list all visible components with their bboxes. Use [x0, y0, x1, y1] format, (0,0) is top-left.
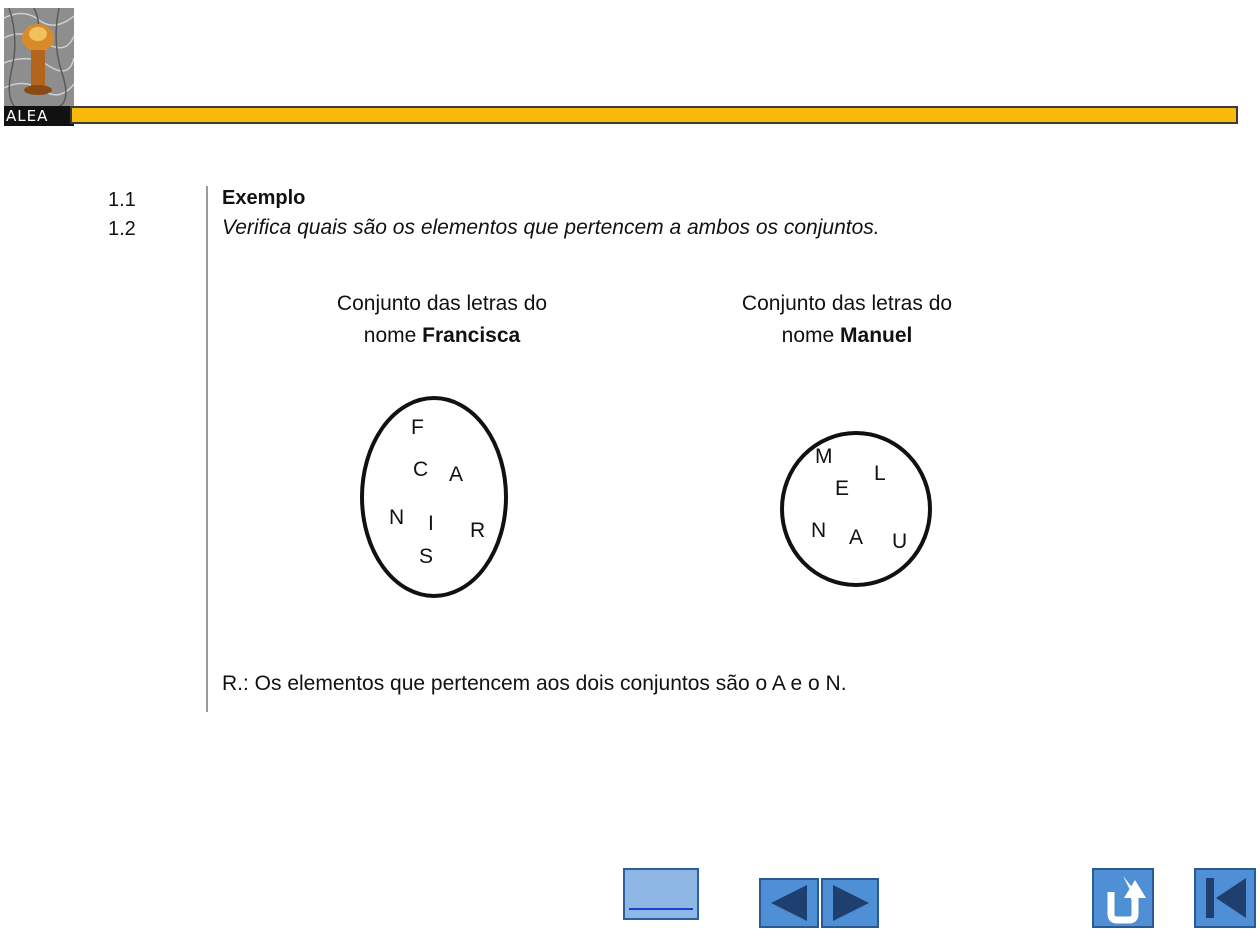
set-b-ellipse	[782, 433, 930, 585]
set-a-name: Francisca	[422, 324, 521, 347]
section-heading: Exemplo	[222, 187, 306, 209]
skip-to-start-icon	[1196, 870, 1254, 926]
set-b-letter: N	[811, 519, 827, 542]
return-arrow-icon	[1094, 870, 1152, 926]
set-a-title-line2: nome Francisca	[363, 324, 521, 347]
blank-link-button[interactable]	[623, 868, 699, 920]
set-b-title-line2: nome Manuel	[781, 324, 913, 347]
set-a-letter: S	[419, 545, 434, 568]
set-b-letter: L	[874, 462, 886, 485]
set-a-title-line1: Conjunto das letras do	[336, 292, 548, 315]
set-a-letter: R	[470, 519, 486, 542]
set-b-letter: U	[892, 530, 908, 553]
set-b-title-line1: Conjunto das letras do	[741, 292, 953, 315]
previous-button[interactable]	[759, 878, 819, 928]
set-a-ellipse	[362, 398, 506, 596]
next-button[interactable]	[821, 878, 879, 928]
set-b-letter: A	[849, 526, 864, 549]
triangle-right-icon	[823, 880, 877, 926]
set-a-letter: N	[389, 506, 405, 529]
item-number: 1.2	[108, 218, 136, 240]
set-a-letter: F	[411, 416, 424, 439]
return-button[interactable]	[1092, 868, 1154, 928]
set-a-letter: A	[449, 463, 464, 486]
item-number: 1.1	[108, 189, 136, 211]
set-a-letter: I	[428, 512, 434, 535]
triangle-left-icon	[761, 880, 817, 926]
instruction-text: Verifica quais são os elementos que pertencem a ambos os conjuntos.	[222, 216, 880, 239]
set-b-letter: E	[835, 477, 850, 500]
set-a-letter: C	[413, 458, 429, 481]
first-page-button[interactable]	[1194, 868, 1256, 928]
set-b-letter: M	[815, 445, 833, 468]
answer-text: R.: Os elementos que pertencem aos dois conjuntos são o A e o N.	[222, 672, 847, 695]
logo-text: ALEA	[4, 106, 74, 126]
set-b-name: Manuel	[840, 324, 913, 347]
blank-link-icon	[629, 908, 693, 910]
